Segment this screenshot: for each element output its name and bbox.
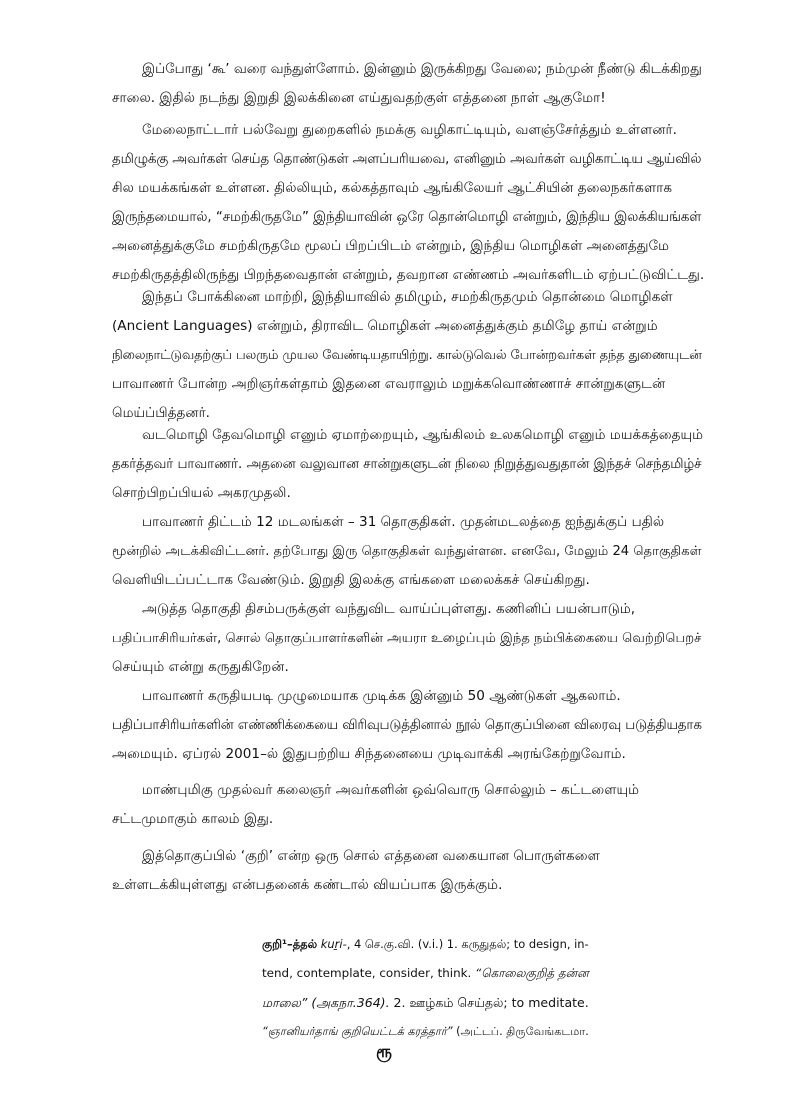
paragraph-line: தகர்த்தவர் பாவாணர். அதனை வலுவான சான்றுகளுடன் நிலை நிறுத்துவதுதான் இந்தச் செந்தமிழ்ச் — [112, 457, 702, 472]
paragraph-line: பாவாணர் கருதியபடி முழுமையாக முடிக்க இன்னும் 50 ஆண்டுகள் ஆகலாம். — [142, 688, 621, 704]
paragraph-line: மேலைநாட்டார் பல்வேறு துறைகளில் நமக்கு வழிகாட்டியும், வளஞ்சேர்த்தும் உள்ளனர். — [142, 122, 677, 138]
page-number: ரூ — [376, 1042, 392, 1062]
paragraph-2 — [112, 116, 708, 290]
paragraph-7 — [112, 682, 708, 769]
entry-quotation: “கொலைகுறித் தன்ன — [475, 966, 589, 980]
paragraph-line: மெய்ப்பித்தனர். — [112, 405, 211, 421]
entry-line — [262, 988, 592, 1017]
paragraph-line: இருந்தமையால், “சமற்கிருதமே” இந்தியாவின் ஒரே தொன்மொழி என்றும், இந்திய இலக்கியங்கள் — [112, 210, 702, 225]
paragraph-line: செய்யும் என்று கருதுகிறேன். — [112, 659, 289, 675]
entry-text: (அட்டப். திருவேங்கடமா. — [452, 1025, 589, 1038]
paragraph-line: பாவாணர் போன்ற அறிஞர்கள்தாம் இதனை எவராலும் மறுக்கவொண்ணாச் சான்றுகளுடன் — [112, 376, 666, 392]
paragraph-line: சாலை. இதில் நடந்து இறுதி இலக்கினை எய்துவதற்குள் எத்தனை நாள் ஆகுமோ! — [112, 90, 606, 106]
entry-line — [262, 930, 592, 959]
paragraph-line: நிலைநாட்டுவதற்குப் பலரும் முயல வேண்டியதாயிற்று. கால்டுவெல் போன்றவர்கள் தந்த துணையுடன் — [112, 348, 702, 363]
entry-text: tend, contemplate, consider, think. — [262, 966, 476, 980]
entry-quotation: “ஞானியர்தாங் குறியெட்டக் கரத்தார்” — [262, 1025, 453, 1038]
paragraph-line: மாண்புமிகு முதல்வர் கலைஞர் அவர்களின் ஒவ்வொரு சொல்லும் – கட்டளையும் — [142, 782, 640, 798]
paragraph-line: மூன்றில் அடக்கிவிட்டனர். தற்போது இரு தொகுதிகள் வந்துள்ளன. எனவே, மேலும் 24 தொகுதிகள் — [112, 544, 702, 559]
entry-line — [262, 1017, 592, 1046]
paragraph-5 — [112, 508, 708, 595]
entry-transliteration: kuṟi- — [320, 937, 347, 951]
entry-text: 2. ஊழ்கம் செய்தல்; to meditate. — [389, 995, 589, 1010]
paragraph-line: பாவாணர் திட்டம் 12 மடலங்கள் – 31 தொகுதிகள். முதன்மடலத்தை ஐந்துக்குப் பதில் — [142, 514, 665, 530]
paragraph-line: (Ancient Languages) என்றும், திராவிட மொழிகள் அனைத்துக்கும் தமிழே தாய் என்றும் — [112, 318, 658, 334]
paragraph-line: இந்தப் போக்கினை மாற்றி, இந்தியாவில் தமிழும், சமற்கிருதமும் தொன்மை மொழிகள் — [142, 289, 673, 305]
paragraph-line: உள்ளடக்கியுள்ளது என்பதனைக் கண்டால் வியப்பாக இருக்கும். — [112, 877, 503, 893]
paragraph-line: பதிப்பாசிரியர்கள், சொல் தொகுப்பாளர்களின் அயரா உழைப்பும் இந்த நம்பிக்கையை வெற்றிபெறச் — [112, 631, 702, 646]
paragraph-line: சமற்கிருதத்திலிருந்து பிறந்தவைதான் என்றும், தவறான எண்ணம் அவர்களிடம் ஏற்பட்டுவிட்டது. — [112, 267, 705, 283]
paragraph-4 — [112, 421, 708, 508]
dictionary-entry — [262, 930, 592, 1046]
entry-headword: குறி¹–த்தல் — [262, 937, 318, 951]
paragraph-line: அமையும். ஏப்ரல் 2001–ல் இதுபற்றிய சிந்தனையை முடிவாக்கி அரங்கேற்றுவோம். — [112, 746, 626, 762]
paragraph-line: வடமொழி தேவமொழி எனும் ஏமாற்றையும், ஆங்கிலம் உலகமொழி எனும் மயக்கத்தையும் — [142, 427, 704, 443]
paragraph-1 — [112, 55, 708, 113]
paragraph-8 — [112, 776, 708, 834]
paragraph-line: பதிப்பாசிரியர்களின் எண்ணிக்கையை விரிவுபடுத்தினால் நூல் தொகுப்பினை விரைவு படுத்தியதாக — [112, 718, 702, 733]
paragraph-line: அனைத்துக்குமே சமற்கிருதமே மூலப் பிறப்பிடம் என்றும், இந்திய மொழிகள் அனைத்துமே — [112, 238, 670, 254]
entry-quotation: மாலை” (அகநா.364). — [262, 995, 390, 1010]
paragraph-line: சில மயக்கங்கள் உள்ளன. தில்லியும், கல்கத்தாவும் ஆங்கிலேயர் ஆட்சியின் தலைநகர்களாக — [112, 180, 673, 196]
paragraph-3 — [112, 283, 708, 428]
paragraph-line: வெளியிடப்பட்டாக வேண்டும். இறுதி இலக்கு எங்களை மலைக்கச் செய்கிறது. — [112, 572, 590, 588]
paragraph-line: சட்டமுமாகும் காலம் இது. — [112, 811, 274, 827]
paragraph-6 — [112, 595, 708, 682]
paragraph-line: இத்தொகுப்பில் ‘குறி’ என்ற ஒரு சொல் எத்தனை வகையான பொருள்களை — [142, 848, 600, 864]
entry-line — [262, 959, 592, 988]
paragraph-9 — [112, 842, 708, 900]
paragraph-line: தமிழுக்கு அவர்கள் செய்த தொண்டுகள் அளப்பரியவை, எனினும் அவர்கள் வழிகாட்டிய ஆய்வில் — [112, 152, 702, 167]
paragraph-line: சொற்பிறப்பியல் அகரமுதலி. — [112, 485, 291, 501]
entry-text: , 4 செ.கு.வி. (v.i.) 1. கருதுதல்; to design, in- — [346, 937, 589, 951]
paragraph-line: இப்போது ‘கூ’ வரை வந்துள்ளோம். இன்னும் இருக்கிறது வேலை; நம்முன் நீண்டு கிடக்கிறது — [142, 62, 702, 77]
paragraph-line: அடுத்த தொகுதி திசம்பருக்குள் வந்துவிட வாய்ப்புள்ளது. கணினிப் பயன்பாடும், — [142, 601, 636, 617]
